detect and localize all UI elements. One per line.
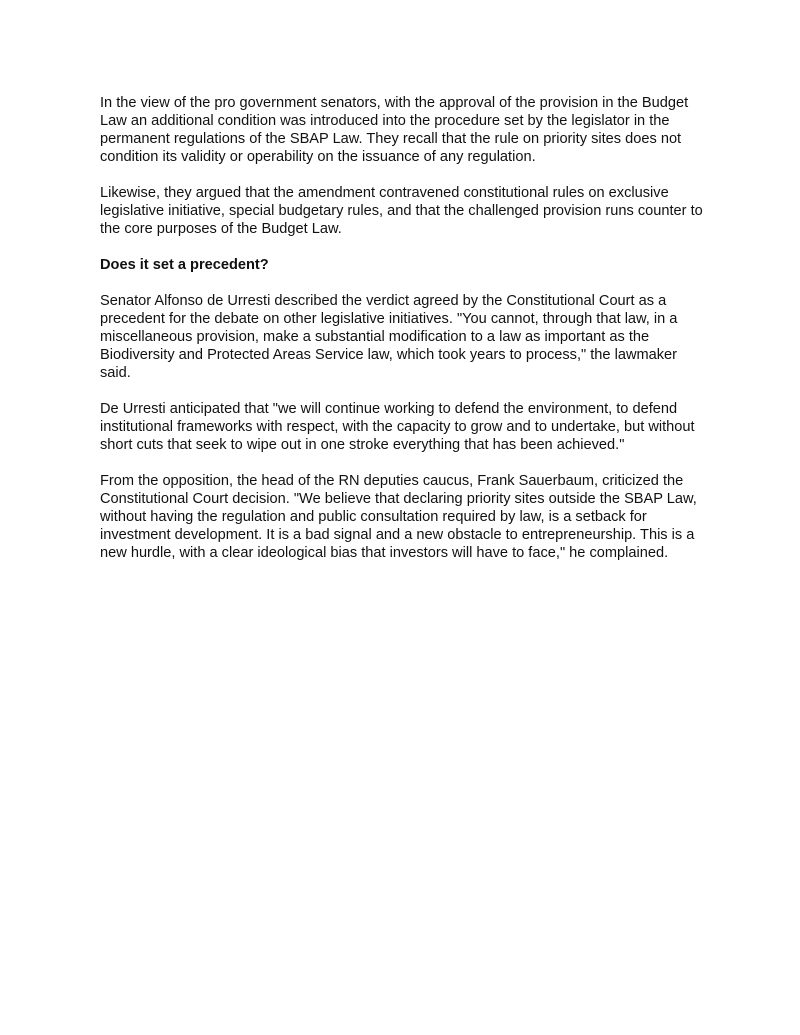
paragraph-de-urresti-verdict: Senator Alfonso de Urresti described the verdict agreed by the Constitutional Court as a precedent for the debate on other legislative initiatives. "You cannot, through that law, in a miscellaneous provision, make a substantial modification to a law as important as the Biodiversity and Protected Areas Service law, which took years to process," the lawmaker said. xyxy=(100,293,678,381)
paragraph-de-urresti-quote: De Urresti anticipated that "we will continue working to defend the environment, to defend institutional frameworks with respect, with the capacity to grow and to undertake, but without short cuts that seek to wipe out in one stroke everything that has been achieved." xyxy=(100,401,695,453)
document-page xyxy=(100,94,710,580)
paragraph-amendment-argument: Likewise, they argued that the amendment contravened constitutional rules on exclusive legislative initiative, special budgetary rules, and that the challenged provision runs counter to the core purposes of the Budget Law. xyxy=(100,185,703,237)
section-heading: Does it set a precedent? xyxy=(100,257,269,273)
paragraph-opposition: From the opposition, the head of the RN deputies caucus, Frank Sauerbaum, criticized the Constitutional Court decision. "We believe that declaring priority sites outside the SBAP Law, without having the regulation and public consultation required by law, is a setback for investment development. It is a bad signal and a new obstacle to entrepreneurship. This is a new hurdle, with a clear ideological bias that investors will have to face," he complained. xyxy=(100,473,697,561)
paragraph-senators-view: In the view of the pro government senators, with the approval of the provision in the Budget Law an additional condition was introduced into the procedure set by the legislator in the permanent regulations of the SBAP Law. They recall that the rule on priority sites does not condition its validity or operability on the issuance of any regulation. xyxy=(100,95,689,165)
